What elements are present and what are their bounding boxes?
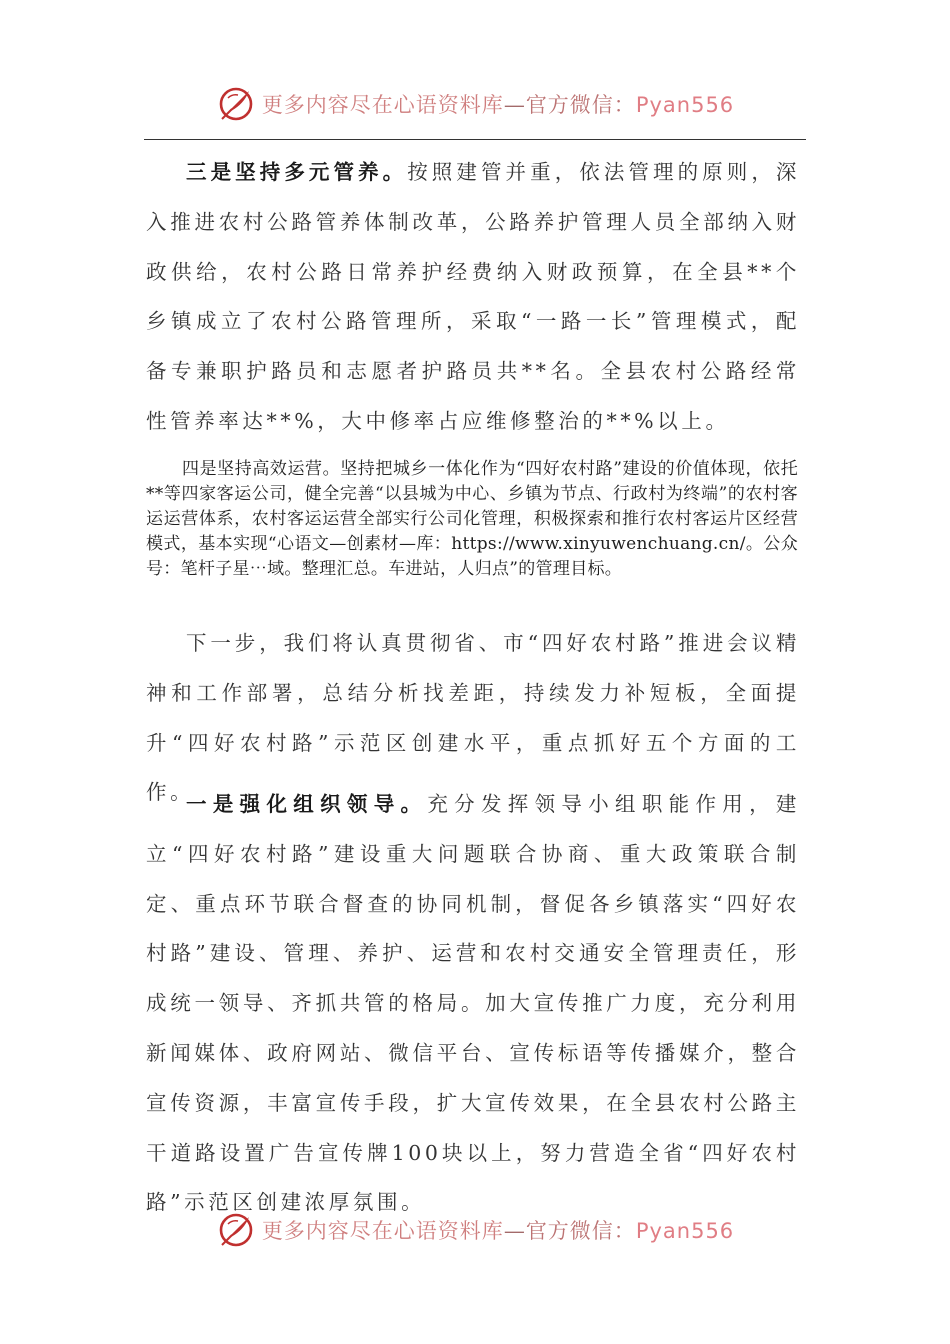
footer-banner (0, 1208, 950, 1252)
paragraph-body: 充分发挥领导小组职能作用，建立“四好农村路”建设重大问题联合协商、重大政策联合制定、重点环节联合督查的协同机制，督促各乡镇落实“四好农村路”建设、管理、养护、运营和农村交通安全管理责任，形成统一领导、齐抓共管的格局。加大宣传推广力度，充分利用新闻媒体、政府网站、微信平台、宣传标语等传播媒介，整合宣传资源，丰富宣传手段，扩大宣传效果，在全县农村公路主干道路设置广告宣传牌100块以上，努力营造全省“四好农村路”示范区创建浓厚氛围。 (146, 792, 800, 1215)
header-banner (0, 82, 950, 126)
paragraph-body: 按照建管并重，依法管理的原则，深入推进农村公路管养体制改革，公路养护管理人员全部纳入财政供给，农村公路日常养护经费纳入财政预算，在全县**个乡镇成立了农村公路管理所，采取“一路一长”管理模式，配备专兼职护路员和志愿者护路员共**名。全县农村公路经常性管养率达**%，大中修率占应维修整治的**%以上。 (146, 160, 800, 433)
quill-logo-icon (216, 1210, 256, 1250)
banner-dash: — (503, 1219, 526, 1243)
banner-dash: — (503, 93, 526, 117)
header-divider (144, 139, 806, 140)
banner-wechat-label: 官方微信： (525, 1219, 636, 1243)
paragraph-lead: 一是强化组织领导。 (186, 792, 428, 816)
paragraph-efficient-operation (146, 457, 798, 582)
banner-text (262, 1215, 734, 1245)
banner-wechat-label: 官方微信： (525, 93, 636, 117)
paragraph-organizational-leadership (146, 780, 800, 1228)
banner-wechat-id: Pyan556 (635, 1219, 735, 1243)
banner-wechat-id: Pyan556 (635, 93, 735, 117)
paragraph-body: 四是坚持高效运营。坚持把城乡一体化作为“四好农村路”建设的价值体现，依托**等四家客运公司，健全完善“以县城为中心、乡镇为节点、行政村为终端”的农村客运运营体系，农村客运运营全部实行公司化管理，积极探索和推行农村客运片区经营模式，基本实现“心语文—创素材—库：https://www.xinyuwenchuang.cn/。公众号：笔杆子星⋯域。整理汇总。车进站，人归点”的管理目标。 (146, 459, 798, 579)
banner-brand: 更多内容尽在心语资料库 (261, 93, 504, 117)
banner-text (262, 89, 734, 119)
paragraph-lead: 三是坚持多元管养。 (186, 160, 408, 184)
banner-brand: 更多内容尽在心语资料库 (261, 1219, 504, 1243)
paragraph-multi-maintenance (146, 148, 800, 447)
quill-logo-icon (216, 84, 256, 124)
paragraph-body: 下一步，我们将认真贯彻省、市“四好农村路”推进会议精神和工作部署，总结分析找差距，持续发力补短板，全面提升“四好农村路”示范区创建水平，重点抓好五个方面的工作。 (146, 631, 800, 805)
